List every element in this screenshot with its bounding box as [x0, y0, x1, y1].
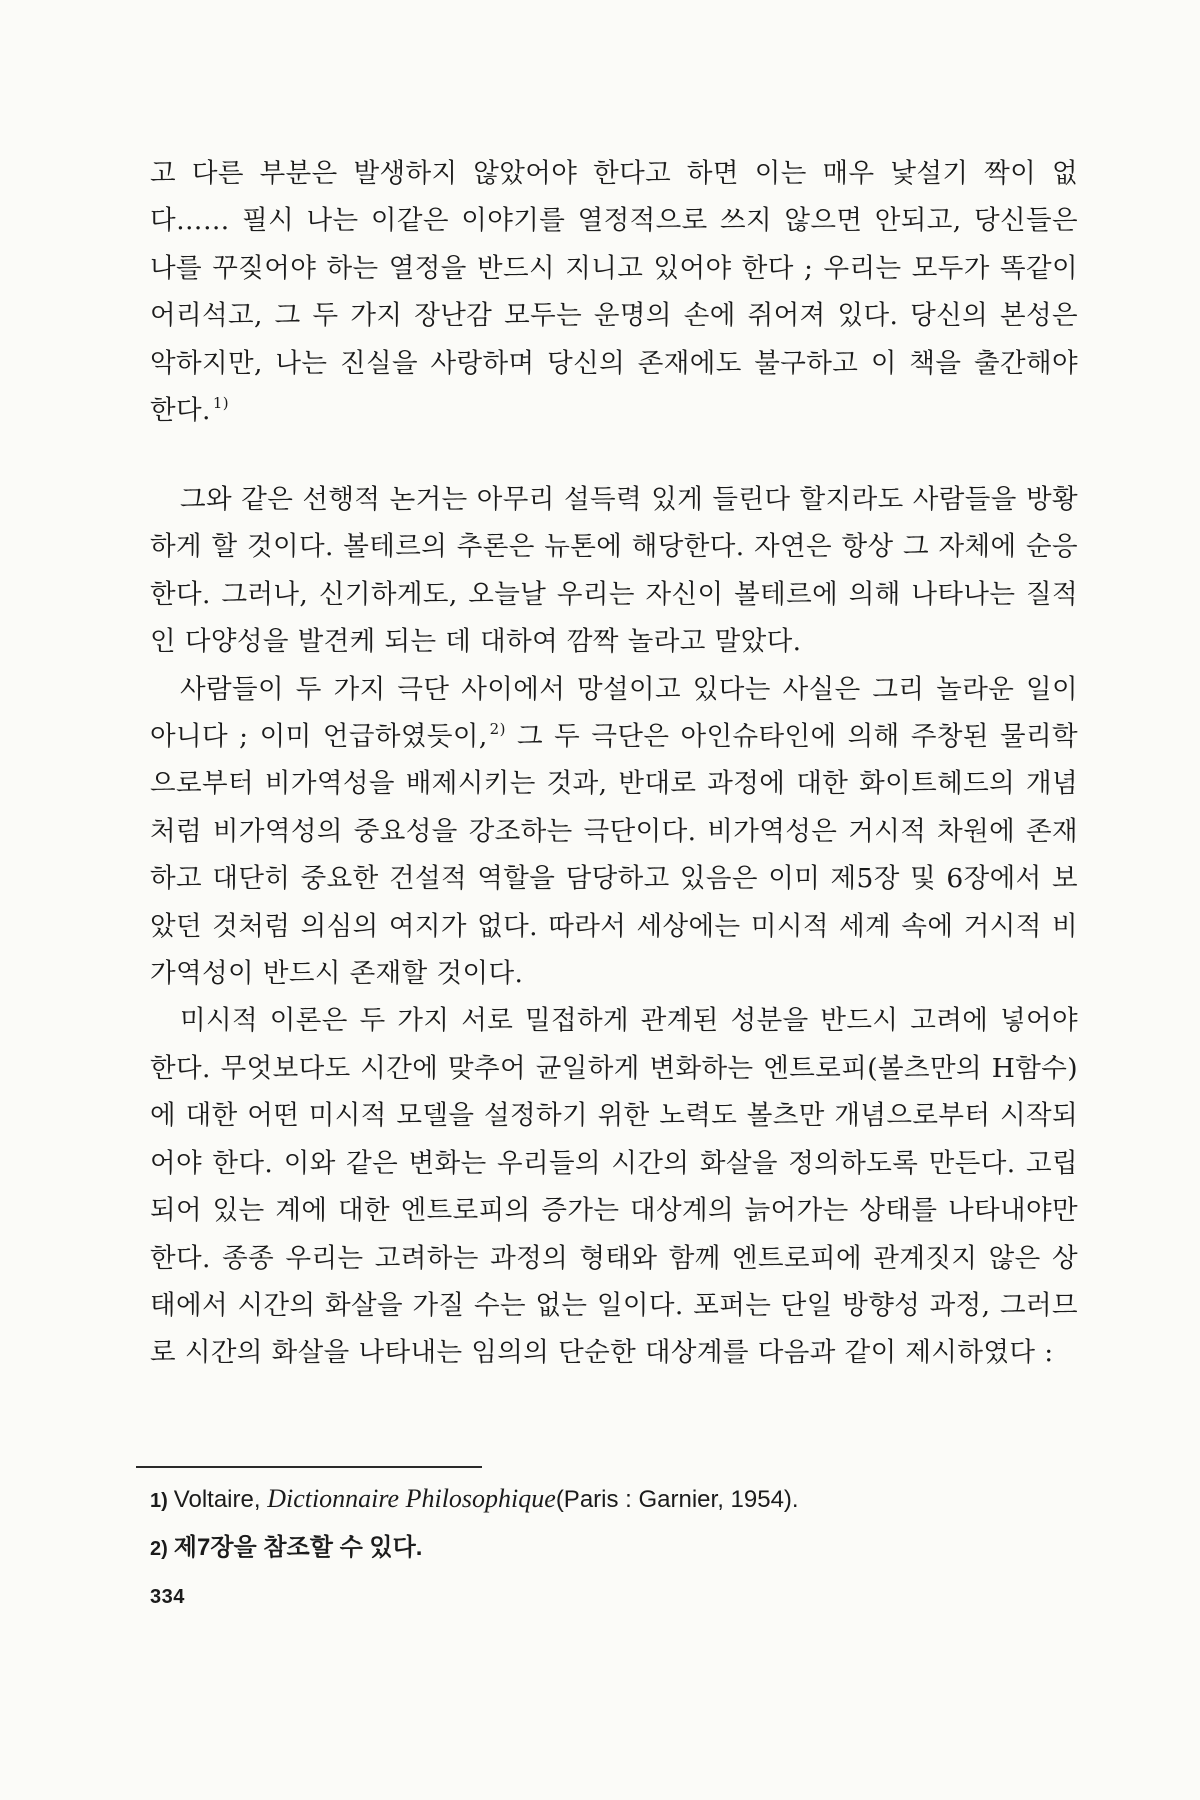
- footnote-1-title: Dictionnaire Philosophique: [267, 1484, 556, 1513]
- body-text: [150, 476, 1078, 1377]
- page-number: 334: [150, 1586, 185, 1608]
- quotation-block: [150, 150, 1078, 434]
- footnote-2-number: 2): [150, 1538, 168, 1560]
- paragraph-3: 미시적 이론은 두 가지 서로 밀접하게 관계된 성분을 반드시 고려에 넣어야 한다. 무엇보다도 시간에 맞추어 균일하게 변화하는 엔트로피(볼츠만의 H함수)에 대한 어떤 미시적 모델을 설정하기 위한 노력도 볼츠만 개념으로부터 시작되어야 한다. 이와 같은 변화는 우리들의 시간의 화살을 정의하도록 만든다. 고립되어 있는 계에 대한 엔트로피의 증가는 대상계의 늙어가는 상태를 나타내야만 한다. 종종 우리는 고려하는 과정의 형태와 함께 엔트로피에 관계짓지 않은 상태에서 시간의 화살을 가질 수는 없는 일이다. 포퍼는 단일 방향성 과정, 그러므로 시간의 화살을 나타내는 임의의 단순한 대상계를 다음과 같이 제시하였다 :: [150, 1005, 1078, 1369]
- footnote-2-text: 제7장을 참조할 수 있다.: [173, 1534, 423, 1561]
- footnote-ref-1: 1): [212, 394, 230, 413]
- footnotes: [150, 1476, 1050, 1572]
- quotation-paragraph: [150, 150, 1078, 434]
- footnote-1: [150, 1476, 1050, 1524]
- quotation-text: 고 다른 부분은 발생하지 않았어야 한다고 하면 이는 매우 낯설기 짝이 없다…… 필시 나는 이같은 이야기를 열정적으로 쓰지 않으면 안되고, 당신들은 나를 꾸짖어야 하는 열정을 반드시 지니고 있어야 한다 ; 우리는 모두가 똑같이 어리석고, 그 두 가지 장난감 모두는 운명의 손에 쥐어져 있다. 당신의 본성은 악하지만, 나는 진실을 사랑하며 당신의 존재에도 불구하고 이 책을 출간해야 한다.: [150, 158, 1078, 427]
- footnote-1-number: 1): [150, 1490, 168, 1512]
- footnote-1-publisher: (Paris : Garnier, 1954).: [555, 1486, 799, 1513]
- footnote-2: [150, 1524, 1050, 1572]
- footnote-1-author: Voltaire,: [173, 1486, 268, 1513]
- paragraph-1: 그와 같은 선행적 논거는 아무리 설득력 있게 들린다 할지라도 사람들을 방황하게 할 것이다. 볼테르의 추론은 뉴톤에 해당한다. 자연은 항상 그 자체에 순응한다. 그러나, 신기하게도, 오늘날 우리는 자신이 볼테르에 의해 나타나는 질적인 다양성을 발견케 되는 데 대하여 깜짝 놀라고 말았다.: [150, 484, 1078, 658]
- paragraph-2-part-a: 사람들이 두 가지 극단 사이에서 망설이고 있다는 사실은 그리 놀라운 일이 아니다 ; 이미 언급하였듯이,: [150, 673, 1078, 753]
- footnote-ref-2: 2): [489, 720, 506, 739]
- paragraph-2: [150, 666, 1078, 998]
- paragraph-2-part-b: 그 두 극단은 아인슈타인에 의해 주창된 물리학으로부터 비가역성을 배제시키는 것과, 반대로 과정에 대한 화이트헤드의 개념처럼 비가역성의 중요성을 강조하는 극단이다. 비가역성은 거시적 차원에 존재하고 대단히 중요한 건설적 역할을 담당하고 있음은 이미 제5장 및 6장에서 보았던 것처럼 의심의 여지가 없다. 따라서 세상에는 미시적 세계 속에 거시적 비가역성이 반드시 존재할 것이다.: [150, 721, 1078, 990]
- footnote-divider: [136, 1466, 482, 1468]
